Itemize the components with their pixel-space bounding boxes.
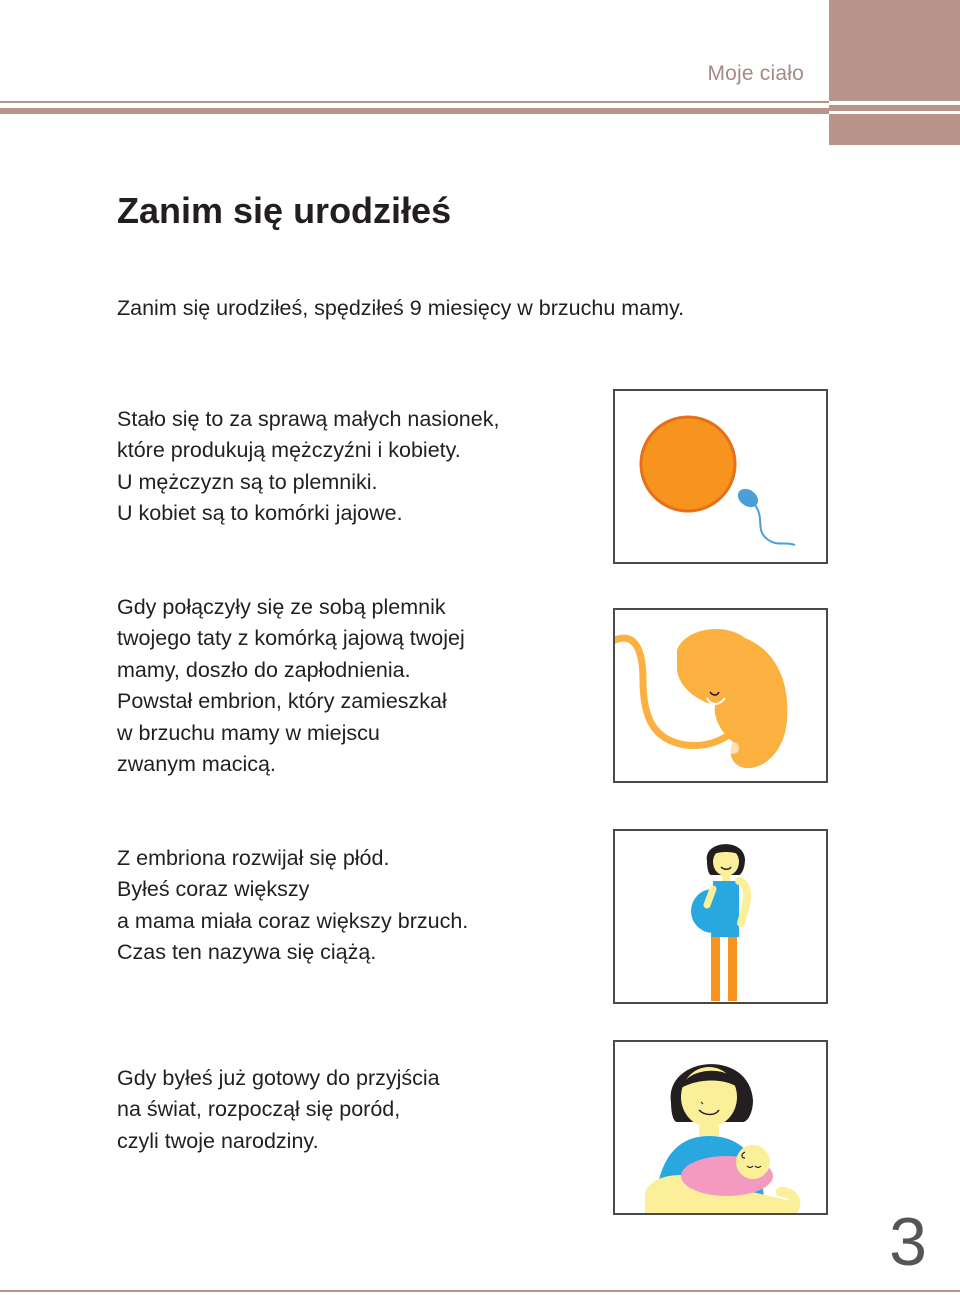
- paragraph-seeds: [117, 404, 499, 530]
- text-line: na świat, rozpoczął się poród,: [117, 1097, 401, 1122]
- text-line: mamy, doszło do zapłodnienia.: [117, 657, 411, 682]
- text-line: Z embriona rozwijał się płód.: [117, 846, 390, 870]
- header-rule-thin: [0, 101, 829, 103]
- paragraph-fertilization: [117, 592, 465, 780]
- mother-baby-illustration: [613, 1040, 828, 1215]
- sperm-icon: [734, 485, 795, 545]
- text-line: Czas ten nazywa się ciążą.: [117, 940, 377, 965]
- section-name: Moje ciało: [707, 62, 804, 85]
- corner-stripe: [829, 101, 960, 105]
- paragraph-pregnancy: [117, 843, 468, 969]
- footer-rule: [0, 1290, 960, 1292]
- header-corner-block: [829, 0, 960, 145]
- text-line: zwanym macicą.: [117, 752, 276, 777]
- text-line: Byłeś coraz większy: [117, 877, 310, 902]
- page-title: Zanim się urodziłeś: [117, 190, 452, 231]
- text-line: w brzuchu mamy w miejscu: [117, 720, 380, 745]
- pregnant-mother-icon: [691, 844, 747, 1001]
- mother-with-baby-icon: [645, 1064, 795, 1215]
- egg-sperm-illustration: [613, 389, 828, 564]
- text-line: U mężczyzn są to plemniki.: [117, 469, 378, 494]
- text-line: które produkują mężczyźni i kobiety.: [117, 438, 461, 463]
- text-line: czyli twoje narodziny.: [117, 1128, 319, 1153]
- text-line: Stało się to za sprawą małych nasionek,: [117, 407, 500, 431]
- text-line: a mama miała coraz większy brzuch.: [117, 908, 469, 933]
- paragraph-birth: [117, 1063, 440, 1157]
- text-line: Powstał embrion, który zamieszkał: [117, 689, 447, 714]
- page-number: 3: [889, 1204, 927, 1280]
- text-line: twojego taty z komórką jajową twojej: [117, 626, 465, 651]
- text-line: Gdy połączyły się ze sobą plemnik: [117, 595, 446, 619]
- header-rule-thick: [0, 108, 829, 114]
- text-line: Gdy byłeś już gotowy do przyjścia: [117, 1066, 440, 1090]
- pregnant-mother-illustration: [613, 829, 828, 1004]
- text-line: U kobiet są to komórki jajowe.: [117, 501, 403, 526]
- egg-cell-icon: [641, 417, 735, 511]
- corner-stripe: [829, 111, 960, 114]
- embryo-illustration: [613, 608, 828, 783]
- intro-text: Zanim się urodziłeś, spędziłeś 9 miesięcy w brzuchu mamy.: [117, 296, 685, 320]
